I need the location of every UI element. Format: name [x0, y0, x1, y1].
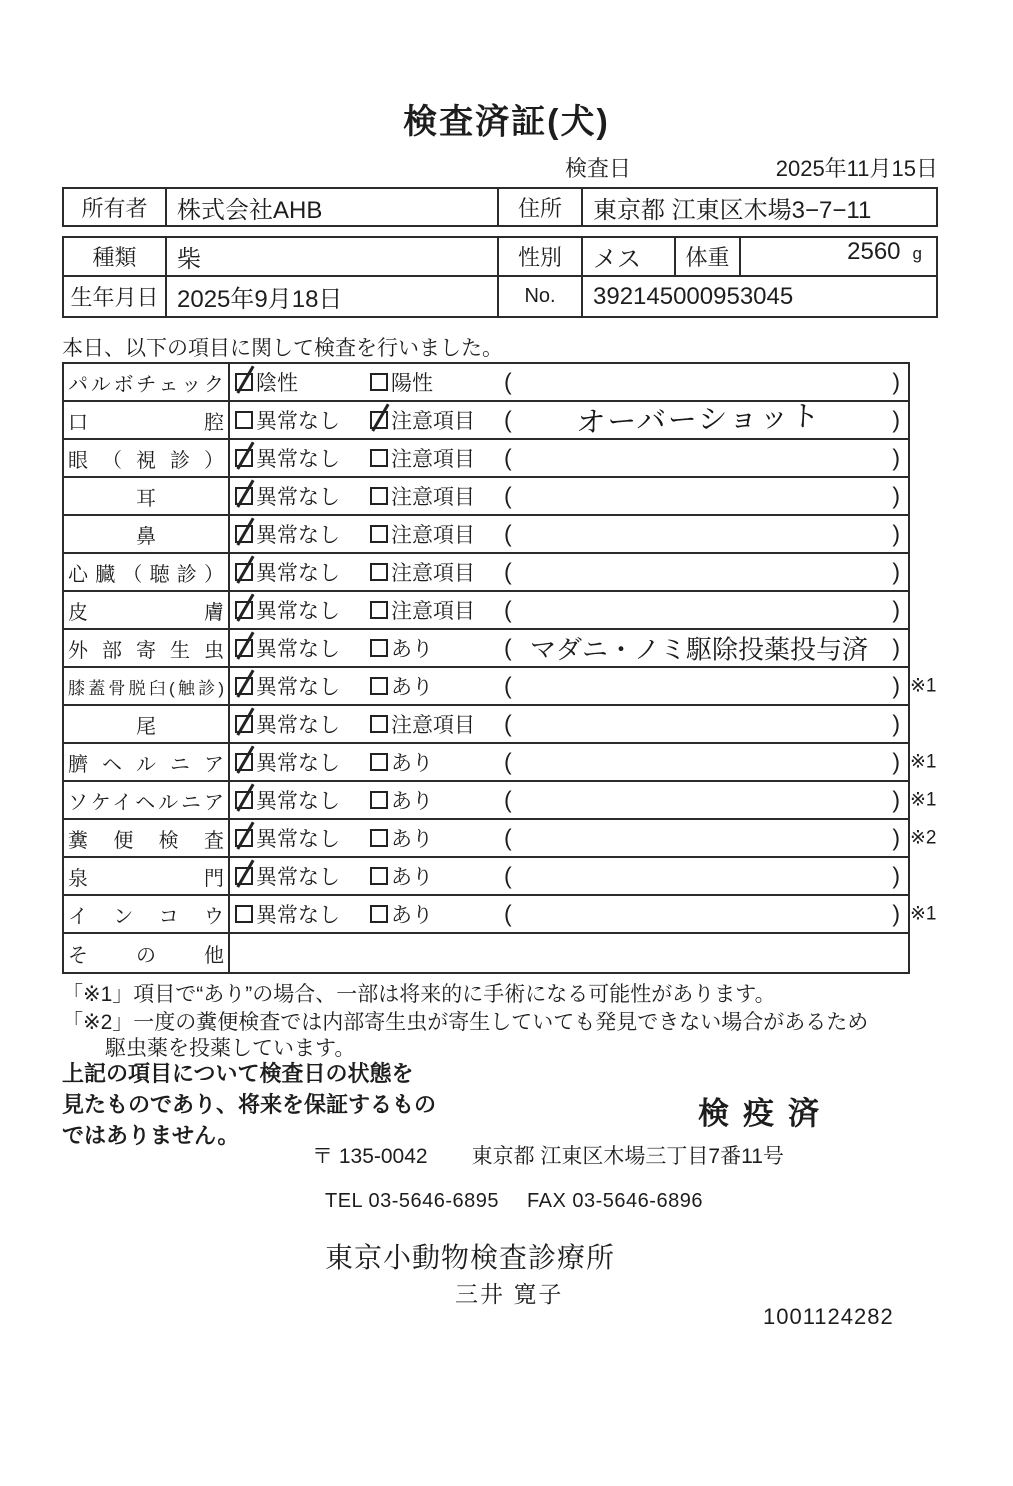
paren-close: ) — [892, 672, 900, 699]
checkbox-option-2 — [370, 639, 388, 657]
exam-row — [64, 668, 937, 706]
exam-row — [64, 440, 908, 478]
exam-options-cell — [230, 820, 937, 856]
option-2-label: あり — [391, 638, 433, 661]
paren-close: ) — [892, 710, 900, 737]
birth-label: 生年月日 — [64, 277, 167, 316]
intro-text: 本日、以下の項目に関して検査を行いました。 — [62, 337, 503, 360]
quarantine-stamp: 検疫済 — [698, 1096, 833, 1131]
exam-row — [64, 402, 908, 440]
paren-close: ) — [892, 634, 900, 661]
exam-item-label: 泉門 — [68, 867, 224, 890]
option-2-label: あり — [391, 866, 433, 889]
checkbox-option-1 — [235, 487, 253, 505]
option-1-label: 陰性 — [256, 372, 298, 395]
paren-open: ( — [504, 900, 512, 927]
breed-value: 柴 — [167, 238, 499, 275]
option-1-label: 異常なし — [256, 486, 340, 509]
exam-remark-value: オーバーショット — [575, 400, 823, 440]
animal-info-row-1 — [64, 238, 936, 277]
paren-close: ) — [892, 368, 900, 395]
option-2-label: 注意項目 — [391, 486, 475, 509]
option-2-label: あり — [391, 904, 433, 927]
option-2-label: 注意項目 — [391, 410, 475, 433]
option-1-label: 異常なし — [256, 410, 340, 433]
option-1-label: 異常なし — [256, 752, 340, 775]
footnote-marker: ※1 — [910, 675, 937, 697]
exam-options-cell — [230, 440, 908, 476]
paren-close: ) — [892, 406, 900, 433]
checkbox-option-2 — [370, 525, 388, 543]
exam-row — [64, 554, 908, 592]
paren-open: ( — [504, 634, 512, 661]
option-2 — [370, 671, 433, 701]
exam-options-cell — [230, 402, 908, 438]
exam-table-body — [62, 362, 937, 974]
option-2 — [370, 519, 475, 549]
exam-item-label-cell — [64, 364, 230, 400]
exam-item-label-cell — [64, 440, 230, 476]
paren-close: ) — [892, 786, 900, 813]
exam-date-value: 2025年11月15日 — [775, 156, 938, 181]
option-2 — [370, 443, 475, 473]
checkbox-option-1 — [235, 411, 253, 429]
checkbox-option-1 — [235, 373, 253, 391]
option-2 — [370, 595, 475, 625]
option-1-label: 異常なし — [256, 600, 340, 623]
option-2 — [370, 747, 433, 777]
checkbox-option-1 — [235, 449, 253, 467]
exam-item-label: 口腔 — [68, 411, 224, 434]
disclaimer-text — [62, 1058, 436, 1151]
option-2 — [370, 557, 475, 587]
paren-close: ) — [892, 862, 900, 889]
option-2 — [370, 709, 475, 739]
paren-open: ( — [504, 444, 512, 471]
exam-item-label: 耳 — [136, 487, 156, 510]
option-2 — [370, 405, 475, 435]
exam-item-label: 尾 — [136, 715, 156, 738]
clinic-postal-code: 〒 135-0042 — [312, 1145, 428, 1168]
checkbox-option-1 — [235, 905, 253, 923]
checkbox-option-1 — [235, 715, 253, 733]
option-1 — [235, 481, 340, 511]
exam-options-cell — [230, 668, 937, 704]
owner-label: 所有者 — [64, 189, 167, 225]
footnote-marker: ※1 — [910, 751, 937, 773]
breed-label: 種類 — [64, 238, 167, 275]
exam-item-label: 鼻 — [136, 525, 156, 548]
exam-item-label-cell — [64, 782, 230, 818]
option-1-label: 異常なし — [256, 448, 340, 471]
option-2-label: 注意項目 — [391, 448, 475, 471]
address-value: 東京都 江東区木場3−7−11 — [593, 196, 872, 224]
disclaimer-line-2: 見たものであり、将来を保証するもの — [62, 1092, 437, 1117]
option-2 — [370, 785, 433, 815]
exam-date-label: 検査日 — [565, 156, 632, 181]
exam-item-label-cell — [64, 402, 230, 438]
option-2-label: あり — [391, 828, 433, 851]
exam-options-cell — [230, 630, 908, 666]
paren-close: ) — [892, 558, 900, 585]
disclaimer-line-3: ではありません。 — [62, 1123, 240, 1148]
exam-options-cell — [230, 706, 908, 742]
paren-close: ) — [892, 824, 900, 851]
exam-item-label: 糞便検査 — [68, 829, 224, 852]
option-2-label: 注意項目 — [391, 562, 475, 585]
paren-open: ( — [504, 824, 512, 851]
option-2 — [370, 823, 433, 853]
option-1 — [235, 595, 340, 625]
paren-open: ( — [504, 596, 512, 623]
exam-options-cell — [230, 896, 937, 932]
birth-value: 2025年9月18日 — [167, 277, 499, 316]
option-2 — [370, 481, 475, 511]
exam-row — [64, 516, 908, 554]
weight-unit: g — [912, 244, 922, 263]
exam-options-cell — [230, 592, 908, 628]
option-1 — [235, 899, 340, 929]
clinic-contact-row — [325, 1190, 703, 1213]
exam-item-label: その他 — [68, 944, 224, 967]
paren-open: ( — [504, 862, 512, 889]
exam-item-label-cell — [64, 630, 230, 666]
footnote-marker: ※2 — [910, 827, 937, 849]
option-1 — [235, 785, 340, 815]
veterinarian-name: 三井 寛子 — [455, 1281, 564, 1307]
paren-close: ) — [892, 900, 900, 927]
option-1-label: 異常なし — [256, 904, 340, 927]
checkbox-option-2 — [370, 601, 388, 619]
weight-label: 体重 — [676, 238, 741, 275]
option-1 — [235, 861, 340, 891]
option-1-label: 異常なし — [256, 866, 340, 889]
checkbox-option-2 — [370, 715, 388, 733]
paren-open: ( — [504, 558, 512, 585]
exam-row — [64, 478, 908, 516]
owner-table — [62, 187, 938, 227]
checkbox-option-1 — [235, 639, 253, 657]
owner-value: 株式会社AHB — [167, 189, 499, 225]
checkbox-option-2 — [370, 867, 388, 885]
no-label: No. — [499, 277, 583, 316]
exam-item-label-cell — [64, 858, 230, 894]
exam-row — [64, 782, 937, 820]
paren-open: ( — [504, 482, 512, 509]
exam-row — [64, 934, 908, 972]
option-1 — [235, 709, 340, 739]
exam-item-label-cell — [64, 744, 230, 780]
option-1 — [235, 519, 340, 549]
clinic-name: 東京小動物検査診療所 — [325, 1242, 616, 1273]
option-1-label: 異常なし — [256, 790, 340, 813]
option-2 — [370, 861, 433, 891]
exam-options-cell — [230, 858, 908, 894]
checkbox-option-1 — [235, 525, 253, 543]
exam-options-cell — [230, 478, 908, 514]
paren-open: ( — [504, 786, 512, 813]
checkbox-option-2 — [370, 791, 388, 809]
exam-item-label: 臍ヘルニア — [68, 753, 224, 776]
exam-row — [64, 592, 908, 630]
paren-close: ) — [892, 520, 900, 547]
option-2 — [370, 633, 433, 663]
checkbox-option-2 — [370, 753, 388, 771]
paren-open: ( — [504, 748, 512, 775]
exam-row — [64, 630, 908, 668]
exam-item-label-cell — [64, 706, 230, 742]
checkbox-option-2 — [370, 373, 388, 391]
exam-item-label: 膝蓋骨脱臼(触診) — [68, 678, 224, 698]
page-title: 検査済証(犬) — [403, 103, 610, 141]
disclaimer-line-1: 上記の項目について検査日の状態を — [62, 1061, 414, 1086]
exam-row — [64, 744, 937, 782]
option-1-label: 異常なし — [256, 676, 340, 699]
clinic-address: 東京都 江東区木場三丁目7番11号 — [471, 1145, 784, 1168]
sex-value: メス — [583, 238, 676, 275]
option-2-label: あり — [391, 676, 433, 699]
animal-info-row-2 — [64, 277, 936, 316]
exam-item-label: パルボチェック — [68, 373, 224, 396]
exam-date-row — [565, 152, 938, 183]
footnote-marker: ※1 — [910, 903, 937, 925]
paren-close: ) — [892, 596, 900, 623]
option-1-label: 異常なし — [256, 562, 340, 585]
option-2-label: あり — [391, 752, 433, 775]
checkbox-option-2 — [370, 563, 388, 581]
checkbox-option-2 — [370, 487, 388, 505]
exam-item-label-cell — [64, 592, 230, 628]
paren-open: ( — [504, 520, 512, 547]
paren-open: ( — [504, 672, 512, 699]
checkbox-option-1 — [235, 867, 253, 885]
option-1 — [235, 557, 340, 587]
address-label: 住所 — [499, 189, 583, 225]
checkbox-option-2 — [370, 829, 388, 847]
option-1 — [235, 405, 340, 435]
exam-options-cell — [230, 516, 908, 552]
exam-item-label-cell — [64, 478, 230, 514]
exam-item-label: インコウ — [68, 905, 224, 928]
checkbox-option-2 — [370, 677, 388, 695]
exam-item-label-cell — [64, 934, 230, 972]
exam-item-label-cell — [64, 896, 230, 932]
option-1-label: 異常なし — [256, 524, 340, 547]
paren-close: ) — [892, 444, 900, 471]
paren-close: ) — [892, 748, 900, 775]
checkbox-option-1 — [235, 601, 253, 619]
weight-value: 2560 — [847, 238, 901, 265]
option-1 — [235, 747, 340, 777]
animal-info-table — [62, 236, 938, 318]
exam-item-label: 皮膚 — [68, 601, 224, 624]
clinic-fax: FAX 03-5646-6896 — [527, 1190, 703, 1212]
option-2-label: 注意項目 — [391, 714, 475, 737]
checkbox-option-2 — [370, 905, 388, 923]
exam-item-label: ソケイヘルニア — [68, 791, 224, 814]
footnote-2-line-1: 「※2」一度の糞便検査では内部寄生虫が寄生していても発見できない場合があるため — [62, 1011, 869, 1034]
clinic-address-row — [312, 1140, 784, 1170]
checkbox-option-1 — [235, 677, 253, 695]
exam-item-label: 眼（視診） — [68, 449, 224, 472]
exam-options-cell — [230, 934, 908, 972]
paren-open: ( — [504, 710, 512, 737]
checkbox-option-2 — [370, 411, 388, 429]
option-2 — [370, 899, 433, 929]
option-1 — [235, 367, 298, 397]
exam-item-label: 外部寄生虫 — [68, 639, 224, 662]
exam-row — [64, 896, 937, 934]
option-1 — [235, 633, 340, 663]
option-2-label: 注意項目 — [391, 524, 475, 547]
exam-item-label-cell — [64, 820, 230, 856]
option-1-label: 異常なし — [256, 714, 340, 737]
checkbox-option-1 — [235, 753, 253, 771]
footnote-2-line-2: 駆虫薬を投薬しています。 — [105, 1037, 356, 1060]
option-1 — [235, 823, 340, 853]
exam-item-label: 心臓（聴診） — [68, 563, 224, 586]
exam-options-cell — [230, 554, 908, 590]
exam-options-cell — [230, 744, 937, 780]
checkbox-option-1 — [235, 791, 253, 809]
option-1-label: 異常なし — [256, 828, 340, 851]
checkbox-option-2 — [370, 449, 388, 467]
option-2 — [370, 367, 433, 397]
weight-value-cell — [741, 238, 936, 275]
option-1 — [235, 443, 340, 473]
option-2-label: あり — [391, 790, 433, 813]
footnote-marker: ※1 — [910, 789, 937, 811]
exam-item-label-cell — [64, 554, 230, 590]
exam-remark-value: マダニ・ノミ駆除投薬投与済 — [529, 634, 868, 665]
no-value: 392145000953045 — [593, 282, 794, 310]
exam-row — [64, 706, 908, 744]
exam-row — [64, 820, 937, 858]
exam-options-cell — [230, 782, 937, 818]
option-1 — [235, 671, 340, 701]
exam-item-label-cell — [64, 668, 230, 704]
footnote-1: 「※1」項目で“あり”の場合、一部は将来的に手術になる可能性があります。 — [62, 983, 776, 1006]
option-2-label: 陽性 — [391, 372, 433, 395]
paren-open: ( — [504, 368, 512, 395]
exam-item-label-cell — [64, 516, 230, 552]
option-1-label: 異常なし — [256, 638, 340, 661]
option-2-label: 注意項目 — [391, 600, 475, 623]
paren-open: ( — [504, 406, 512, 433]
checkbox-option-1 — [235, 829, 253, 847]
sex-label: 性別 — [499, 238, 583, 275]
paren-close: ) — [892, 482, 900, 509]
serial-number: 1001124282 — [763, 1304, 894, 1329]
clinic-tel: TEL 03-5646-6895 — [325, 1190, 500, 1212]
checkbox-option-1 — [235, 563, 253, 581]
exam-row — [64, 858, 908, 896]
